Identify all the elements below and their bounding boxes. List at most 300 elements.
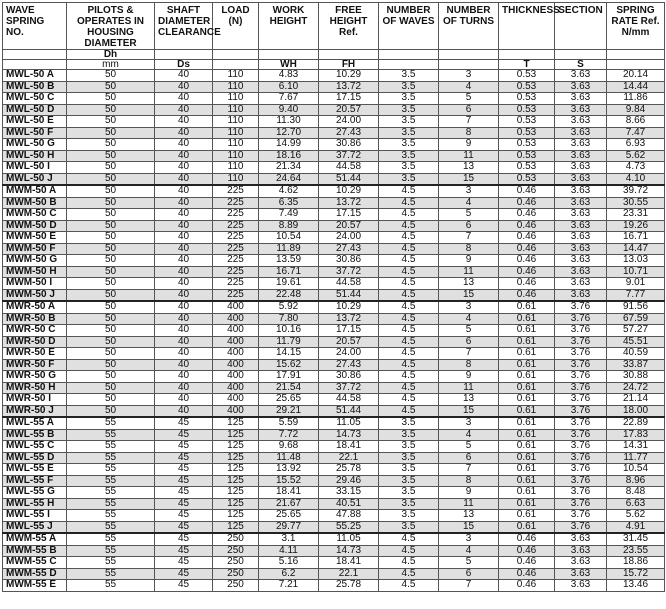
cell-thickness: 0.53: [499, 70, 555, 82]
cell-load: 110: [213, 93, 259, 105]
cell-number-of-turns: 11: [439, 498, 499, 510]
cell-work-height: 16.71: [259, 266, 319, 278]
cell-shaft-diameter: 45: [155, 521, 213, 533]
cell-housing-diameter: 55: [67, 475, 155, 487]
cell-spring-rate: 21.14: [607, 394, 665, 406]
cell-housing-diameter: 55: [67, 533, 155, 545]
cell-thickness: 0.53: [499, 173, 555, 185]
cell-section: 3.63: [555, 116, 607, 128]
col-header-housing-diameter: PILOTS & OPERATES IN HOUSING DIAMETER: [67, 3, 155, 50]
cell-work-height: 15.62: [259, 359, 319, 371]
cell-thickness: 0.61: [499, 394, 555, 406]
unit-cell: S: [555, 60, 607, 70]
cell-number-of-waves: 4.5: [379, 568, 439, 580]
cell-load: 125: [213, 498, 259, 510]
cell-section: 3.63: [555, 255, 607, 267]
cell-spring-rate: 18.00: [607, 405, 665, 417]
cell-section: 3.63: [555, 173, 607, 185]
cell-work-height: 14.99: [259, 139, 319, 151]
cell-section: 3.63: [555, 127, 607, 139]
cell-housing-diameter: 55: [67, 441, 155, 453]
cell-shaft-diameter: 40: [155, 405, 213, 417]
cell-free-height: 44.58: [319, 162, 379, 174]
cell-number-of-turns: 4: [439, 545, 499, 557]
cell-number-of-turns: 9: [439, 255, 499, 267]
cell-thickness: 0.61: [499, 417, 555, 429]
cell-free-height: 10.29: [319, 185, 379, 197]
cell-number-of-turns: 3: [439, 533, 499, 545]
cell-spring-rate: 8.66: [607, 116, 665, 128]
cell-shaft-diameter: 40: [155, 255, 213, 267]
cell-housing-diameter: 50: [67, 348, 155, 360]
cell-shaft-diameter: 45: [155, 417, 213, 429]
cell-section: 3.76: [555, 487, 607, 499]
cell-load: 125: [213, 487, 259, 499]
table-row: [3, 70, 665, 82]
cell-free-height: 29.46: [319, 475, 379, 487]
cell-housing-diameter: 50: [67, 150, 155, 162]
cell-load: 400: [213, 325, 259, 337]
cell-work-height: 4.83: [259, 70, 319, 82]
cell-work-height: 6.2: [259, 568, 319, 580]
table-row: [3, 475, 665, 487]
col-header-work-height: WORK HEIGHT: [259, 3, 319, 50]
cell-load: 125: [213, 452, 259, 464]
cell-part-number: MWL-50 D: [3, 104, 67, 116]
table-row: [3, 429, 665, 441]
cell-spring-rate: 13.46: [607, 580, 665, 592]
table-row: [3, 325, 665, 337]
cell-load: 110: [213, 173, 259, 185]
cell-number-of-waves: 3.5: [379, 139, 439, 151]
cell-shaft-diameter: 40: [155, 127, 213, 139]
cell-free-height: 20.57: [319, 336, 379, 348]
cell-number-of-turns: 3: [439, 70, 499, 82]
cell-thickness: 0.53: [499, 81, 555, 93]
cell-thickness: 0.61: [499, 510, 555, 522]
cell-number-of-waves: 3.5: [379, 116, 439, 128]
cell-number-of-turns: 3: [439, 301, 499, 313]
cell-load: 250: [213, 533, 259, 545]
cell-work-height: 11.79: [259, 336, 319, 348]
cell-work-height: 4.62: [259, 185, 319, 197]
col-header-free-height: FREE HEIGHT Ref.: [319, 3, 379, 50]
cell-number-of-waves: 3.5: [379, 510, 439, 522]
cell-free-height: 40.51: [319, 498, 379, 510]
cell-work-height: 10.54: [259, 232, 319, 244]
unit-cell: [499, 50, 555, 60]
cell-number-of-turns: 7: [439, 232, 499, 244]
cell-section: 3.76: [555, 325, 607, 337]
cell-spring-rate: 9.01: [607, 278, 665, 290]
cell-housing-diameter: 55: [67, 510, 155, 522]
cell-shaft-diameter: 40: [155, 209, 213, 221]
cell-number-of-turns: 4: [439, 429, 499, 441]
cell-work-height: 8.89: [259, 220, 319, 232]
cell-part-number: MWL-55 B: [3, 429, 67, 441]
cell-shaft-diameter: 40: [155, 139, 213, 151]
cell-section: 3.63: [555, 93, 607, 105]
unit-cell: [379, 50, 439, 60]
cell-section: 3.76: [555, 521, 607, 533]
cell-section: 3.63: [555, 150, 607, 162]
cell-shaft-diameter: 40: [155, 162, 213, 174]
col-header-wave-spring-no: WAVE SPRING NO.: [3, 3, 67, 50]
cell-spring-rate: 91.56: [607, 301, 665, 313]
cell-load: 110: [213, 162, 259, 174]
unit-cell: FH: [319, 60, 379, 70]
cell-work-height: 11.89: [259, 243, 319, 255]
cell-load: 400: [213, 382, 259, 394]
cell-thickness: 0.61: [499, 301, 555, 313]
cell-housing-diameter: 50: [67, 93, 155, 105]
cell-thickness: 0.61: [499, 498, 555, 510]
cell-thickness: 0.61: [499, 382, 555, 394]
col-header-section: SECTION: [555, 3, 607, 50]
cell-part-number: MWM-50 G: [3, 255, 67, 267]
cell-thickness: 0.53: [499, 104, 555, 116]
cell-load: 225: [213, 185, 259, 197]
cell-number-of-waves: 4.5: [379, 197, 439, 209]
cell-part-number: MWR-50 F: [3, 359, 67, 371]
cell-shaft-diameter: 40: [155, 243, 213, 255]
cell-shaft-diameter: 45: [155, 510, 213, 522]
cell-number-of-waves: 4.5: [379, 232, 439, 244]
cell-section: 3.76: [555, 301, 607, 313]
cell-spring-rate: 14.44: [607, 81, 665, 93]
cell-spring-rate: 6.93: [607, 139, 665, 151]
cell-number-of-waves: 3.5: [379, 81, 439, 93]
cell-number-of-turns: 11: [439, 266, 499, 278]
cell-load: 225: [213, 289, 259, 301]
cell-housing-diameter: 50: [67, 405, 155, 417]
table-row: [3, 452, 665, 464]
cell-shaft-diameter: 40: [155, 104, 213, 116]
cell-section: 3.63: [555, 81, 607, 93]
cell-part-number: MWL-55 G: [3, 487, 67, 499]
cell-work-height: 5.92: [259, 301, 319, 313]
cell-shaft-diameter: 40: [155, 348, 213, 360]
cell-work-height: 6.35: [259, 197, 319, 209]
cell-number-of-waves: 3.5: [379, 429, 439, 441]
cell-section: 3.63: [555, 197, 607, 209]
cell-housing-diameter: 50: [67, 162, 155, 174]
cell-number-of-turns: 13: [439, 394, 499, 406]
cell-work-height: 19.61: [259, 278, 319, 290]
cell-spring-rate: 19.26: [607, 220, 665, 232]
col-header-shaft-diameter: SHAFT DIAMETER CLEARANCE: [155, 3, 213, 50]
cell-housing-diameter: 50: [67, 325, 155, 337]
cell-work-height: 25.65: [259, 394, 319, 406]
table-row: [3, 243, 665, 255]
cell-shaft-diameter: 45: [155, 533, 213, 545]
cell-part-number: MWL-55 I: [3, 510, 67, 522]
cell-housing-diameter: 55: [67, 580, 155, 592]
cell-spring-rate: 23.55: [607, 545, 665, 557]
cell-free-height: 37.72: [319, 382, 379, 394]
cell-part-number: MWM-50 E: [3, 232, 67, 244]
cell-number-of-turns: 3: [439, 417, 499, 429]
cell-free-height: 10.29: [319, 70, 379, 82]
cell-shaft-diameter: 40: [155, 313, 213, 325]
cell-housing-diameter: 50: [67, 104, 155, 116]
cell-section: 3.76: [555, 429, 607, 441]
table-row: [3, 313, 665, 325]
cell-part-number: MWR-50 A: [3, 301, 67, 313]
unit-cell: [213, 50, 259, 60]
cell-load: 225: [213, 266, 259, 278]
cell-work-height: 4.11: [259, 545, 319, 557]
cell-thickness: 0.46: [499, 255, 555, 267]
cell-section: 3.76: [555, 313, 607, 325]
cell-housing-diameter: 50: [67, 243, 155, 255]
cell-thickness: 0.46: [499, 557, 555, 569]
cell-section: 3.63: [555, 139, 607, 151]
cell-load: 250: [213, 580, 259, 592]
cell-part-number: MWL-50 E: [3, 116, 67, 128]
cell-thickness: 0.53: [499, 93, 555, 105]
cell-section: 3.76: [555, 371, 607, 383]
cell-section: 3.63: [555, 220, 607, 232]
cell-work-height: 18.41: [259, 487, 319, 499]
cell-section: 3.63: [555, 70, 607, 82]
cell-section: 3.76: [555, 394, 607, 406]
table-row: [3, 93, 665, 105]
cell-thickness: 0.53: [499, 162, 555, 174]
cell-spring-rate: 7.47: [607, 127, 665, 139]
cell-number-of-waves: 3.5: [379, 498, 439, 510]
table-row: [3, 464, 665, 476]
cell-number-of-turns: 13: [439, 278, 499, 290]
cell-housing-diameter: 50: [67, 382, 155, 394]
header-row: [3, 3, 665, 50]
cell-shaft-diameter: 40: [155, 70, 213, 82]
cell-number-of-turns: 5: [439, 441, 499, 453]
cell-thickness: 0.46: [499, 185, 555, 197]
table-row: [3, 382, 665, 394]
cell-housing-diameter: 50: [67, 81, 155, 93]
cell-number-of-waves: 4.5: [379, 301, 439, 313]
cell-thickness: 0.61: [499, 475, 555, 487]
cell-thickness: 0.61: [499, 429, 555, 441]
cell-thickness: 0.61: [499, 359, 555, 371]
cell-number-of-turns: 6: [439, 104, 499, 116]
table-body: [3, 70, 665, 592]
unit-cell: [213, 60, 259, 70]
cell-shaft-diameter: 40: [155, 185, 213, 197]
cell-shaft-diameter: 45: [155, 498, 213, 510]
cell-part-number: MWM-50 C: [3, 209, 67, 221]
cell-free-height: 55.25: [319, 521, 379, 533]
cell-work-height: 10.16: [259, 325, 319, 337]
cell-number-of-turns: 15: [439, 521, 499, 533]
cell-number-of-turns: 7: [439, 348, 499, 360]
cell-work-height: 29.21: [259, 405, 319, 417]
cell-part-number: MWL-55 D: [3, 452, 67, 464]
table-row: [3, 209, 665, 221]
cell-free-height: 11.05: [319, 533, 379, 545]
cell-number-of-waves: 4.5: [379, 557, 439, 569]
cell-spring-rate: 14.47: [607, 243, 665, 255]
table-row: [3, 533, 665, 545]
cell-work-height: 6.10: [259, 81, 319, 93]
cell-free-height: 13.72: [319, 313, 379, 325]
cell-load: 125: [213, 464, 259, 476]
cell-shaft-diameter: 45: [155, 557, 213, 569]
cell-thickness: 0.53: [499, 116, 555, 128]
cell-shaft-diameter: 40: [155, 325, 213, 337]
cell-spring-rate: 67.59: [607, 313, 665, 325]
cell-part-number: MWM-55 D: [3, 568, 67, 580]
cell-spring-rate: 9.84: [607, 104, 665, 116]
cell-work-height: 21.54: [259, 382, 319, 394]
cell-housing-diameter: 50: [67, 232, 155, 244]
unit-cell: Dh: [67, 50, 155, 60]
cell-spring-rate: 16.71: [607, 232, 665, 244]
cell-spring-rate: 13.03: [607, 255, 665, 267]
cell-free-height: 24.00: [319, 116, 379, 128]
table-row: [3, 348, 665, 360]
cell-shaft-diameter: 40: [155, 382, 213, 394]
cell-work-height: 7.49: [259, 209, 319, 221]
table-header: [3, 3, 665, 70]
cell-part-number: MWM-55 B: [3, 545, 67, 557]
cell-housing-diameter: 50: [67, 173, 155, 185]
table-row: [3, 545, 665, 557]
unit-cell: [439, 50, 499, 60]
cell-section: 3.76: [555, 348, 607, 360]
cell-shaft-diameter: 40: [155, 220, 213, 232]
cell-free-height: 27.43: [319, 243, 379, 255]
cell-work-height: 7.72: [259, 429, 319, 441]
cell-part-number: MWR-50 G: [3, 371, 67, 383]
cell-thickness: 0.46: [499, 232, 555, 244]
cell-spring-rate: 6.63: [607, 498, 665, 510]
cell-housing-diameter: 50: [67, 278, 155, 290]
cell-housing-diameter: 50: [67, 116, 155, 128]
cell-number-of-turns: 8: [439, 359, 499, 371]
cell-number-of-turns: 15: [439, 289, 499, 301]
cell-shaft-diameter: 40: [155, 278, 213, 290]
cell-free-height: 27.43: [319, 127, 379, 139]
cell-thickness: 0.61: [499, 325, 555, 337]
cell-section: 3.63: [555, 557, 607, 569]
cell-spring-rate: 8.96: [607, 475, 665, 487]
cell-section: 3.76: [555, 336, 607, 348]
cell-work-height: 11.48: [259, 452, 319, 464]
unit-cell: [607, 60, 665, 70]
cell-section: 3.76: [555, 498, 607, 510]
table-row: [3, 81, 665, 93]
cell-number-of-waves: 4.5: [379, 289, 439, 301]
cell-load: 400: [213, 301, 259, 313]
cell-load: 225: [213, 209, 259, 221]
cell-load: 225: [213, 220, 259, 232]
cell-free-height: 24.00: [319, 348, 379, 360]
cell-thickness: 0.61: [499, 371, 555, 383]
cell-number-of-waves: 4.5: [379, 325, 439, 337]
cell-free-height: 33.15: [319, 487, 379, 499]
cell-spring-rate: 17.83: [607, 429, 665, 441]
cell-number-of-turns: 3: [439, 185, 499, 197]
cell-work-height: 12.70: [259, 127, 319, 139]
table-row: [3, 139, 665, 151]
cell-spring-rate: 5.62: [607, 510, 665, 522]
cell-free-height: 37.72: [319, 150, 379, 162]
cell-number-of-turns: 15: [439, 173, 499, 185]
cell-spring-rate: 7.77: [607, 289, 665, 301]
cell-housing-diameter: 55: [67, 452, 155, 464]
cell-spring-rate: 45.51: [607, 336, 665, 348]
unit-cell: [3, 60, 67, 70]
cell-housing-diameter: 50: [67, 255, 155, 267]
cell-free-height: 30.86: [319, 371, 379, 383]
cell-number-of-turns: 11: [439, 150, 499, 162]
table-row: [3, 487, 665, 499]
unit-cell: [607, 50, 665, 60]
cell-housing-diameter: 50: [67, 127, 155, 139]
cell-thickness: 0.61: [499, 487, 555, 499]
unit-cell: [319, 50, 379, 60]
cell-number-of-waves: 4.5: [379, 278, 439, 290]
cell-work-height: 29.77: [259, 521, 319, 533]
cell-free-height: 13.72: [319, 197, 379, 209]
cell-free-height: 44.58: [319, 278, 379, 290]
cell-spring-rate: 10.71: [607, 266, 665, 278]
cell-number-of-waves: 4.5: [379, 580, 439, 592]
cell-shaft-diameter: 40: [155, 173, 213, 185]
cell-load: 225: [213, 255, 259, 267]
cell-number-of-waves: 3.5: [379, 464, 439, 476]
cell-work-height: 18.16: [259, 150, 319, 162]
cell-free-height: 10.29: [319, 301, 379, 313]
cell-spring-rate: 4.73: [607, 162, 665, 174]
cell-work-height: 7.67: [259, 93, 319, 105]
cell-section: 3.76: [555, 464, 607, 476]
cell-number-of-turns: 6: [439, 220, 499, 232]
cell-number-of-turns: 11: [439, 382, 499, 394]
cell-housing-diameter: 50: [67, 394, 155, 406]
table-row: [3, 255, 665, 267]
cell-number-of-waves: 3.5: [379, 521, 439, 533]
cell-part-number: MWL-50 I: [3, 162, 67, 174]
cell-shaft-diameter: 40: [155, 289, 213, 301]
cell-thickness: 0.61: [499, 336, 555, 348]
cell-shaft-diameter: 45: [155, 452, 213, 464]
cell-load: 400: [213, 313, 259, 325]
cell-shaft-diameter: 40: [155, 266, 213, 278]
cell-number-of-waves: 3.5: [379, 173, 439, 185]
cell-spring-rate: 24.72: [607, 382, 665, 394]
cell-thickness: 0.61: [499, 313, 555, 325]
cell-work-height: 11.30: [259, 116, 319, 128]
cell-thickness: 0.46: [499, 243, 555, 255]
cell-part-number: MWR-50 B: [3, 313, 67, 325]
cell-load: 125: [213, 429, 259, 441]
cell-number-of-waves: 3.5: [379, 452, 439, 464]
cell-number-of-waves: 3.5: [379, 417, 439, 429]
cell-free-height: 51.44: [319, 173, 379, 185]
col-header-number-of-turns: NUMBER OF TURNS: [439, 3, 499, 50]
cell-free-height: 44.58: [319, 394, 379, 406]
cell-thickness: 0.61: [499, 405, 555, 417]
cell-free-height: 51.44: [319, 405, 379, 417]
cell-load: 250: [213, 557, 259, 569]
cell-thickness: 0.53: [499, 150, 555, 162]
table-row: [3, 580, 665, 592]
cell-load: 110: [213, 104, 259, 116]
cell-load: 125: [213, 441, 259, 453]
